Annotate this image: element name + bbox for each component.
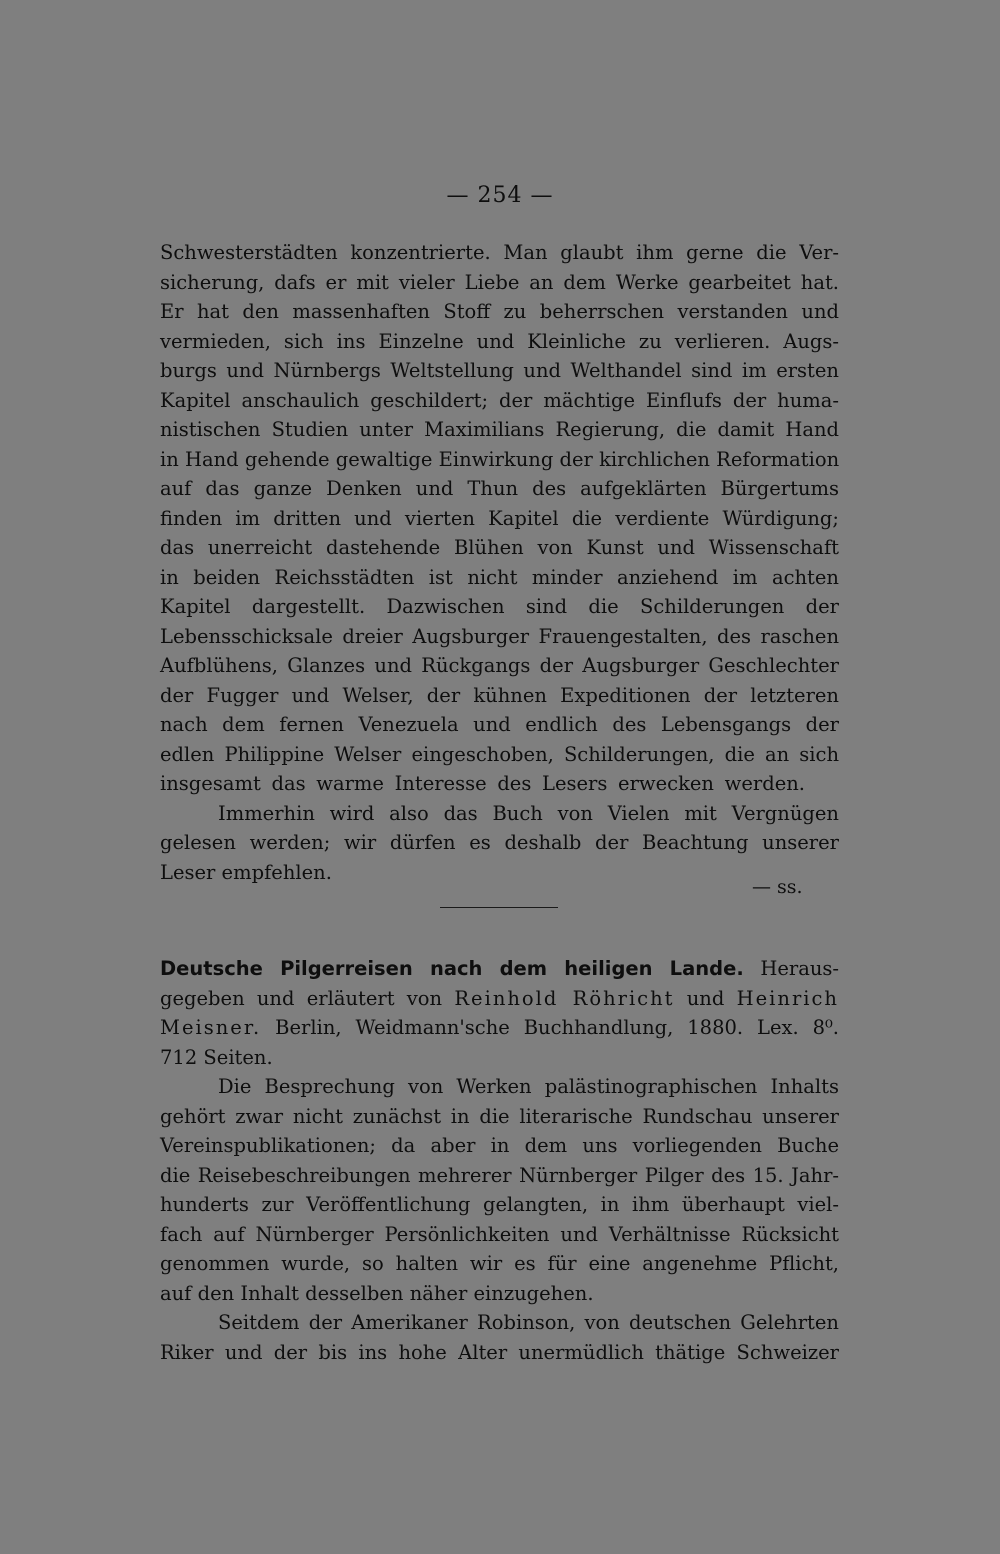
text-line: Lebensschicksale dreier Augsburger Frauengestalten, des raschen bbox=[160, 625, 839, 648]
text-line: Seitdem der Amerikaner Robinson, von deutschen Gelehrten bbox=[218, 1311, 839, 1334]
text-line: sicherung, dafs er mit vieler Liebe an dem Werke gearbeitet hat. bbox=[160, 271, 839, 294]
text-line: Schwesterstädten konzentrierte. Man glaubt ihm gerne die Ver- bbox=[160, 241, 839, 264]
review-heading-line-3 bbox=[160, 1013, 839, 1043]
text-line: die Reisebeschreibungen mehrerer Nürnberger Pilger des 15. Jahr- bbox=[160, 1164, 839, 1187]
text-line: nistischen Studien unter Maximilians Regierung, die damit Hand bbox=[160, 418, 839, 441]
text-line: das unerreicht dastehende Blühen von Kunst und Wissenschaft bbox=[160, 536, 839, 559]
text-line: auf den Inhalt desselben näher einzugehen. bbox=[160, 1282, 594, 1305]
text-line: Riker und der bis ins hohe Alter unermüdlich thätige Schweizer bbox=[160, 1341, 839, 1364]
review-heading-line-1 bbox=[160, 954, 839, 984]
text-line: Aufblühens, Glanzes und Rückgangs der Augsburger Geschlechter bbox=[160, 654, 839, 677]
text-line: genommen wurde, so halten wir es für eine angenehme Pflicht, bbox=[160, 1252, 839, 1275]
text-line: nach dem fernen Venezuela und endlich des Lebensgangs der bbox=[160, 713, 839, 736]
review-heading-line-2 bbox=[160, 984, 839, 1014]
text-line: in Hand gehende gewaltige Einwirkung der kirchlichen Reformation bbox=[160, 448, 840, 471]
text-line: insgesamt das warme Interesse des Lesers erwecken werden. bbox=[160, 772, 805, 795]
text-line: Er hat den massenhaften Stoff zu beherrschen verstanden und bbox=[160, 300, 839, 323]
publication-info: Berlin, Weidmann'sche Buchhandlung, 1880. Lex. 8⁰. bbox=[275, 1016, 840, 1039]
text-line: der Fugger und Welser, der kühnen Expeditionen der letzteren bbox=[160, 684, 839, 707]
text-line: Leser empfehlen. bbox=[160, 861, 332, 884]
heading-text: gegeben und erläutert von bbox=[160, 987, 443, 1010]
text-line: fach auf Nürnberger Persönlichkeiten und Verhältnisse Rücksicht bbox=[160, 1223, 839, 1246]
section-divider bbox=[440, 907, 558, 908]
text-line: edlen Philippine Welser eingeschoben, Schilderungen, die an sich bbox=[160, 743, 839, 766]
text-line: finden im dritten und vierten Kapitel die verdiente Würdigung; bbox=[160, 507, 839, 530]
heading-text: Heraus- bbox=[760, 957, 839, 980]
page-count: 712 Seiten. bbox=[160, 1046, 273, 1069]
text-line: auf das ganze Denken und Thun des aufgeklärten Bürgertums bbox=[160, 477, 839, 500]
author-name: Heinrich bbox=[736, 987, 839, 1010]
reviewer-signature: — ss. bbox=[752, 876, 803, 898]
text-line: in beiden Reichsstädten ist nicht minder anziehend im achten bbox=[160, 566, 839, 589]
page-number: — 254 — bbox=[446, 183, 554, 208]
text-line: Immerhin wird also das Buch von Vielen mit Vergnügen bbox=[218, 802, 839, 825]
text-line: burgs und Nürnbergs Weltstellung und Welthandel sind im ersten bbox=[160, 359, 839, 382]
heading-text: und bbox=[686, 987, 725, 1010]
text-line: Kapitel anschaulich geschildert; der mächtige Einflufs der huma- bbox=[160, 389, 839, 412]
author-name: Meisner. bbox=[160, 1016, 262, 1039]
text-line: gelesen werden; wir dürfen es deshalb der Beachtung unserer bbox=[160, 831, 839, 854]
author-name: Reinhold Röhricht bbox=[454, 987, 675, 1010]
text-line: gehört zwar nicht zunächst in die literarische Rundschau unserer bbox=[160, 1105, 839, 1128]
text-line: Kapitel dargestellt. Dazwischen sind die Schilderungen der bbox=[160, 595, 839, 618]
text-line: vermieden, sich ins Einzelne und Kleinliche zu verlieren. Augs- bbox=[160, 330, 839, 353]
text-line: Die Besprechung von Werken palästinographischen Inhalts bbox=[218, 1075, 839, 1098]
text-line: hunderts zur Veröffentlichung gelangten, in ihm überhaupt viel- bbox=[160, 1193, 839, 1216]
text-line: Vereinspublikationen; da aber in dem uns vorliegenden Buche bbox=[160, 1134, 839, 1157]
book-title: Deutsche Pilgerreisen nach dem heiligen Lande. bbox=[160, 957, 744, 980]
